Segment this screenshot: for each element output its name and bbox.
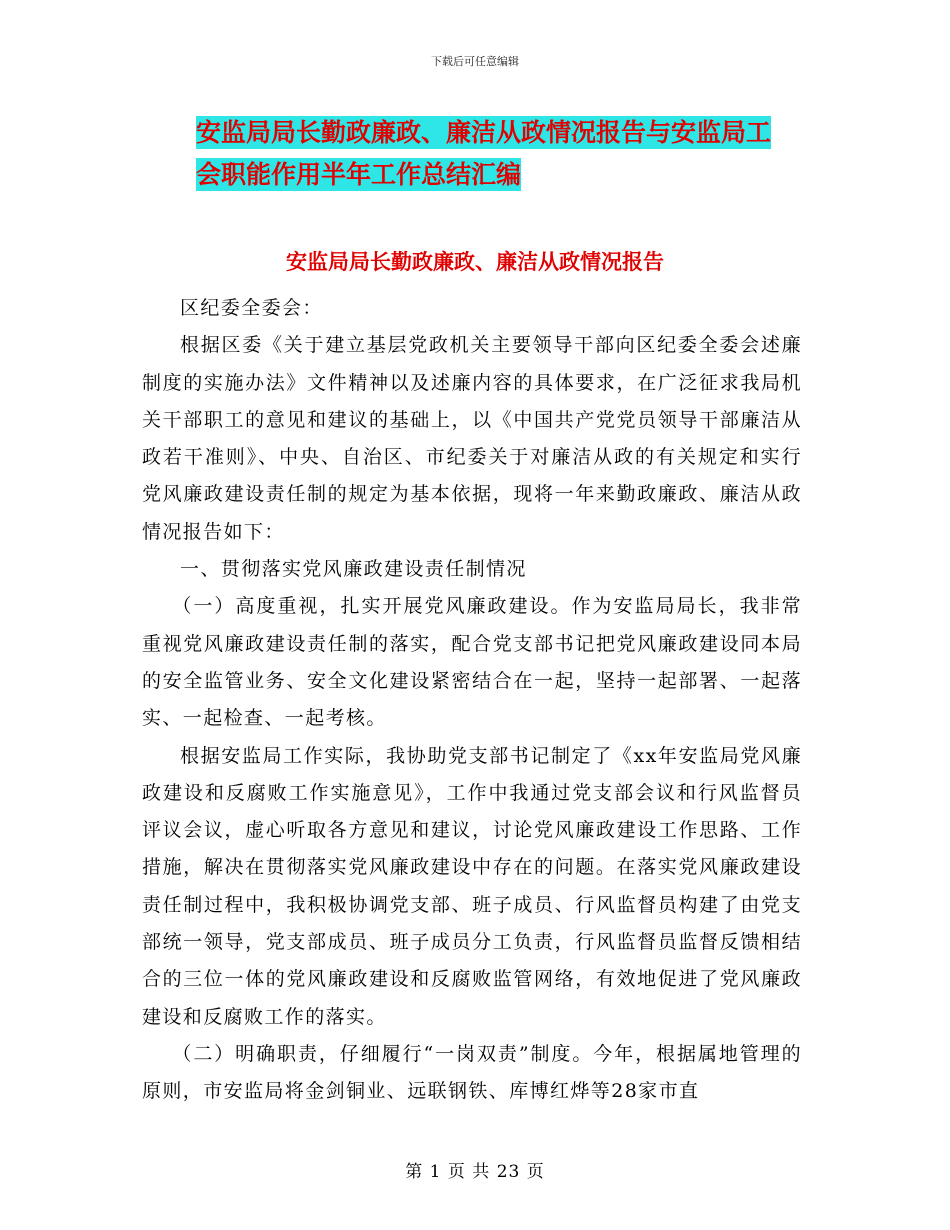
paragraph: （二）明确职责，仔细履行“一岗双责”制度。今年，根据属地管理的原则，市安监局将金剑铜业、远联钢铁、库博红烨等28家市直 xyxy=(142,1042,802,1103)
title-line-2: 会职能作用半年工作总结汇编 xyxy=(196,160,522,189)
section-heading: 一、贯彻落实党风廉政建设责任制情况 xyxy=(180,558,527,581)
paragraph: （一）高度重视，扎实开展党风廉政建设。作为安监局局长，我非常重视党风廉政建设责任制的落实，配合党支部书记把党风廉政建设同本局的安全监管业务、安全文化建设紧密结合在一起，坚持一起部署、一起落实、一起检查、一起考核。 xyxy=(142,595,802,730)
paragraph: 根据区委《关于建立基层党政机关主要领导干部向区纪委全委会述廉制度的实施办法》文件精神以及述廉内容的具体要求，在广泛征求我局机关干部职工的意见和建议的基础上，以《中国共产党党员领导干部廉洁从政若干准则》、中央、自治区、市纪委关于对廉洁从政的有关规定和实行党风廉政建设责任制的规定为基本依据，现将一年来勤政廉政、廉洁从政情况报告如下： xyxy=(142,334,802,543)
section-title: 安监局局长勤政廉政、廉洁从政情况报告 xyxy=(286,250,664,274)
salutation: 区纪委全委会： xyxy=(180,297,323,319)
page-footer: 第 1 页 共 23 页 xyxy=(405,1162,545,1182)
document-body xyxy=(142,290,802,1111)
page-header: 下载后可任意编辑 xyxy=(431,55,519,68)
title-line-1: 安监局局长勤政廉政、廉洁从政情况报告与安监局工 xyxy=(196,118,772,147)
paragraph: 根据安监局工作实际，我协助党支部书记制定了《xx年安监局党风廉政建设和反腐败工作实施意见》，工作中我通过党支部会议和行风监督员评议会议，虚心听取各方意见和建议，讨论党风廉政建设工作思路、工作措施，解决在贯彻落实党风廉政建设中存在的问题。在落实党风廉政建设责任制过程中，我积极协调党支部、班子成员、行风监督员构建了由党支部统一领导，党支部成员、班子成员分工负责，行风监督员监督反馈相结合的三位一体的党风廉政建设和反腐败监管网络，有效地促进了党风廉政建设和反腐败工作的落实。 xyxy=(142,744,802,1028)
document-title xyxy=(196,112,806,196)
